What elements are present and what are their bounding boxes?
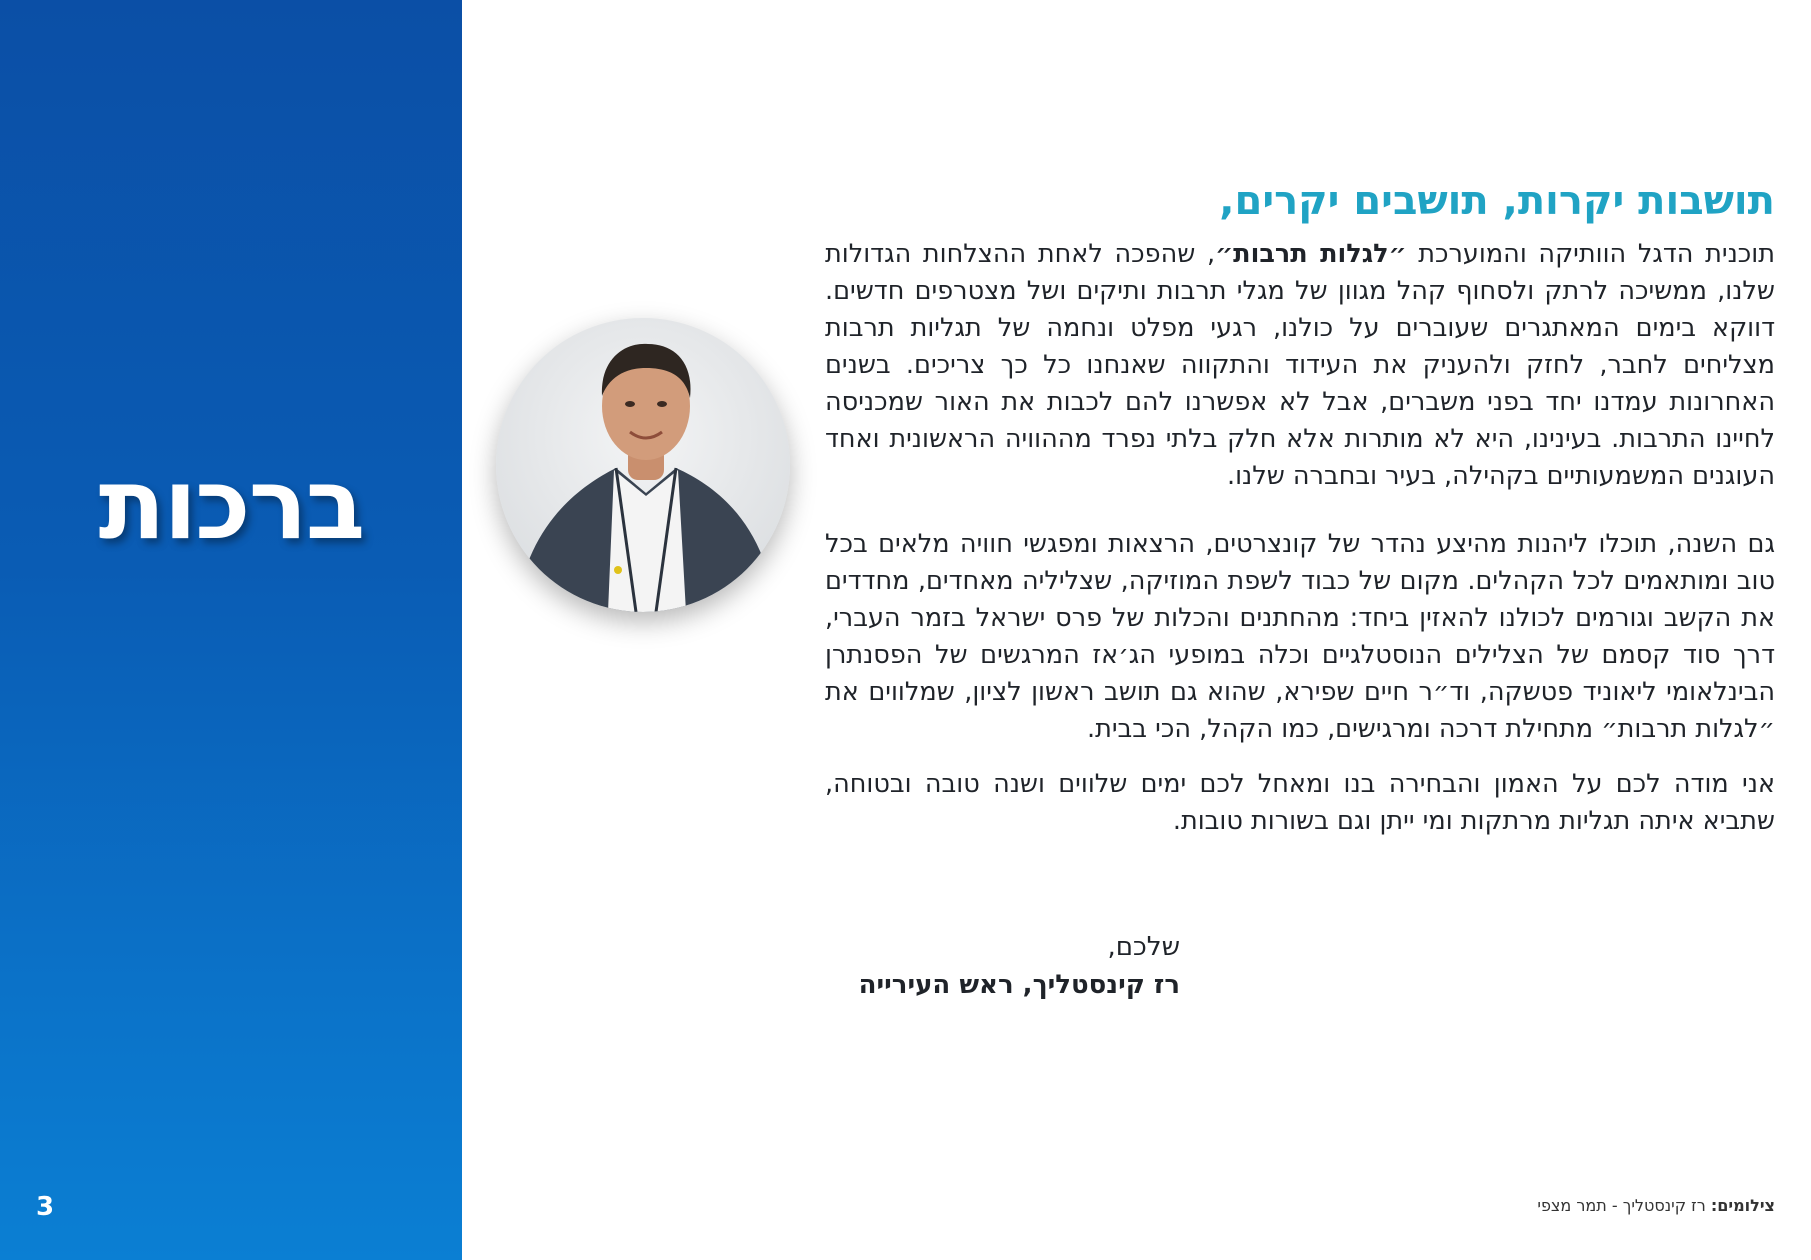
- photo-credit: [1537, 1196, 1775, 1215]
- paragraph-program: גם השנה, תוכלו ליהנות מהיצע נהדר של קונצרטים, הרצאות ומפגשי חוויה מלאים בכל טוב ומותאמים לכל הקהלים. מקום של כבוד לשפת המוזיקה, שצליליה מאחדים, מחדדים את הקשב וגורמים לכולנו להאזין ביחד: מהחתנים והכלות של פרס ישראל בזמר העברי, דרך סוד קסמם של הצלילים הנוסטלגיים וכלה במופעי הג׳אז המרגשים של הפסנתרן הבינלאומי ליאוניד פטשקה, וד״ר חיים שפירא, שהוא גם תושב ראשון לציון, שמלווים את ״לגלות תרבות״ מתחילת דרכה ומרגישים, כמו הקהל, הכי בבית.: [825, 529, 1775, 744]
- paragraph-intro: [825, 236, 1775, 495]
- sidebar-panel: [0, 0, 462, 1260]
- paragraph-intro-start: תוכנית הדגל הוותיקה והמוערכת: [1406, 239, 1775, 269]
- portrait-illustration: [496, 318, 790, 612]
- letter-heading: תושבות יקרות, תושבים יקרים,: [1219, 178, 1775, 224]
- signature-name: רז קינסטליך, ראש העירייה: [858, 970, 1180, 1000]
- section-title: ברכות: [98, 448, 364, 562]
- mayor-portrait: [496, 318, 790, 612]
- paragraph-thanks: אני מודה לכם על האמון והבחירה בנו ומאחל לכם ימים שלווים ושנה טובה ובטוחה, שתביא איתה תגליות מרתקות ומי ייתן וגם בשורות טובות.: [825, 769, 1775, 836]
- paragraph-intro-rest: , שהפכה לאחת ההצלחות הגדולות שלנו, ממשיכה לרתק ולסחוף קהל מגוון של מגלי תרבות ותיקים ושל מצטרפים חדשים. דווקא בימים המאתגרים שעוברים על כולנו, רגעי מפלט ונחמה של תגליות תרבות מצליחים לחבר, לחזק ולהעניק את העידוד והתקווה שאנחנו כל כך צריכים. בשנים האחרונות עמדנו יחד בפני משברים, אבל לא אפשרנו להם לכבות את האור שמכניסה לחיינו התרבות. בעינינו, היא לא מותרות אלא חלק בלתי נפרד מההוויה הראשונית ואחד העוגנים המשמעותיים בקהילה, בעיר ובחברה שלנו.: [825, 239, 1775, 491]
- page-number: 3: [36, 1192, 55, 1222]
- signature-block: [760, 928, 1180, 1004]
- program-name: ״לגלות תרבות״: [1215, 239, 1407, 269]
- photo-credit-label: צילומים:: [1710, 1196, 1775, 1215]
- photo-credit-text: רז קינסטליך - תמר מצפי: [1537, 1196, 1711, 1215]
- closing-line: שלכם,: [1107, 932, 1180, 962]
